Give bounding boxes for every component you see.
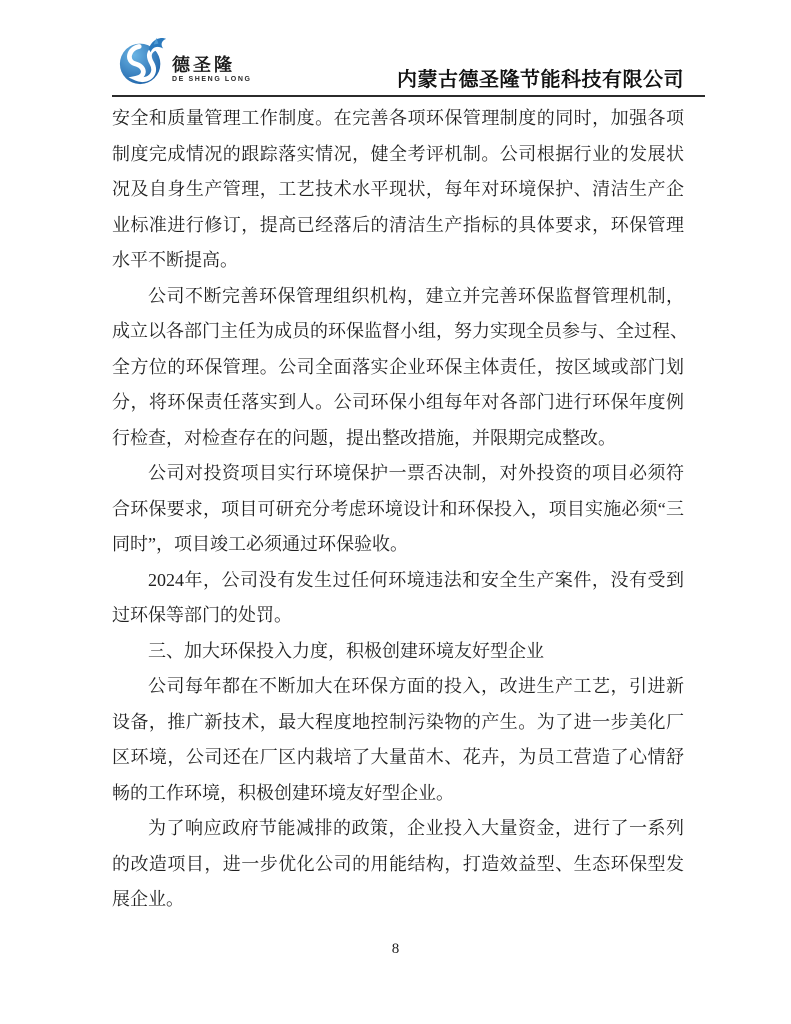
text-line: 区环境，公司还在厂区内栽培了大量苗木、花卉，为员工营造了心情舒: [112, 747, 684, 767]
text-line: 的改造项目，进一步优化公司的用能结构，打造效益型、生态环保型发: [112, 853, 684, 874]
logo-chinese-name: 德圣隆: [172, 55, 235, 75]
text-line: 2024年，公司没有发生过任何环境违法和安全生产案件，没有受到: [148, 569, 684, 590]
dragon-s-logo-icon: [117, 34, 169, 86]
text-line: 水平不断提高。: [112, 250, 238, 270]
text-line: 公司对投资项目实行环境保护一票否决制，对外投资的项目必须符: [148, 463, 684, 483]
text-line: 安全和质量管理工作制度。在完善各项环保管理制度的同时，加强各项: [112, 108, 684, 128]
text-line: 公司不断完善环保管理组织机构，建立并完善环保监督管理机制，: [148, 285, 684, 306]
text-line: 展企业。: [112, 889, 184, 909]
text-line: 行检查，对检查存在的问题，提出整改措施，并限期完成整改。: [112, 427, 616, 448]
section-heading: 三、加大环保投入力度，积极创建环境友好型企业: [148, 640, 544, 661]
company-logo: [117, 34, 252, 86]
logo-text-block: [172, 56, 252, 84]
text-line: 况及自身生产管理，工艺技术水平现状，每年对环境保护、清洁生产企: [112, 179, 684, 199]
text-line: 畅的工作环境，积极创建环境友好型企业。: [112, 782, 454, 803]
text-line: 合环保要求，项目可研充分考虑环境设计和环保投入，项目实施必须“三: [112, 498, 684, 519]
text-line: 同时”，项目竣工必须通过环保验收。: [112, 534, 408, 554]
logo-english-name: DE SHENG LONG: [172, 76, 252, 83]
text-line: 业标准进行修订，提高已经落后的清洁生产指标的具体要求，环保管理: [112, 214, 684, 235]
company-name: 内蒙古德圣隆节能科技有限公司: [397, 69, 684, 91]
page-header: [112, 34, 705, 94]
text-line: 设备，推广新技术，最大程度地控制污染物的产生。为了进一步美化厂: [112, 711, 684, 732]
header-divider: [112, 95, 705, 97]
text-line: 分，将环保责任落实到人。公司环保小组每年对各部门进行环保年度例: [112, 392, 684, 412]
text-line: 成立以各部门主任为成员的环保监督小组，努力实现全员参与、全过程、: [112, 321, 688, 341]
text-line: 全方位的环保管理。公司全面落实企业环保主体责任，按区域或部门划: [112, 356, 684, 377]
text-line: 制度完成情况的跟踪落实情况，健全考评机制。公司根据行业的发展状: [112, 143, 684, 164]
text-line: 公司每年都在不断加大在环保方面的投入，改进生产工艺，引进新: [148, 676, 684, 696]
text-line: 过环保等部门的处罚。: [112, 605, 292, 625]
document-body: [112, 101, 688, 918]
text-line: 为了响应政府节能减排的政策，企业投入大量资金，进行了一系列: [148, 818, 684, 838]
page-number: 8: [391, 941, 400, 957]
